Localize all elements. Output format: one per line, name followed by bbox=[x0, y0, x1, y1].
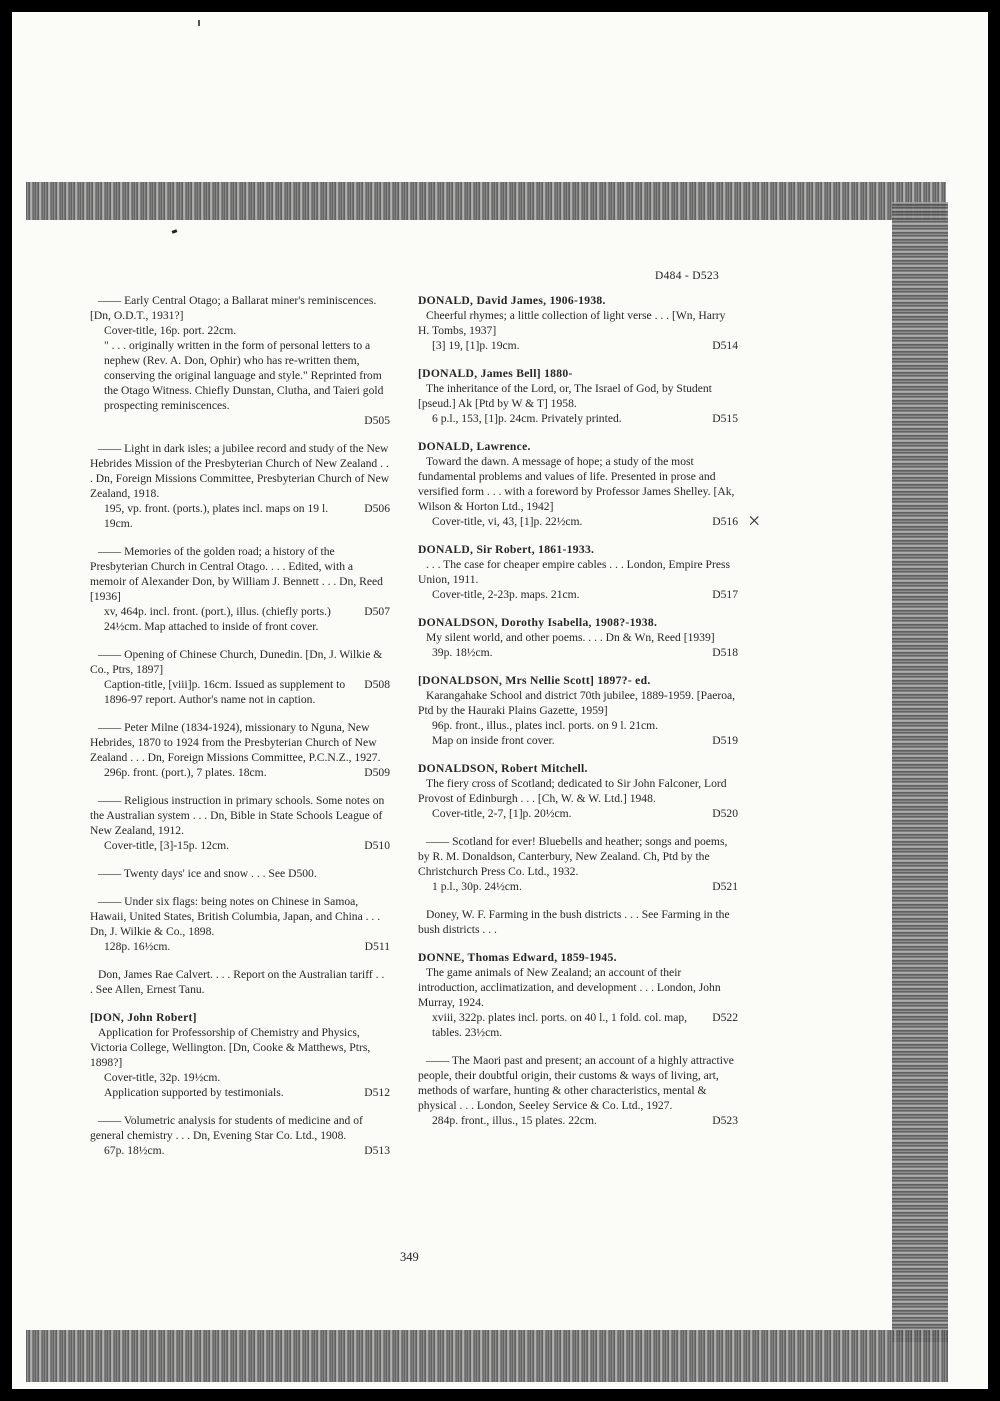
entry-collation: Cover-title, vi, 43, [1]p. 22½cm. bbox=[432, 515, 583, 528]
catalogue-entry bbox=[418, 615, 738, 660]
entry-title: Cheerful rhymes; a little collection of light verse . . . [Wn, Harry H. Tombs, 1937] bbox=[418, 309, 726, 337]
entry-title: —— Religious instruction in primary schools. Some notes on the Australian system . . . Dn, Bible in State Schools League of New Zealand, 1912. bbox=[90, 794, 385, 837]
entry-note: Map on inside front cover. bbox=[432, 734, 555, 747]
catalogue-entry bbox=[418, 834, 738, 894]
entry-heading: [DONALD, James Bell] 1880- bbox=[418, 367, 573, 380]
entry-number: D513 bbox=[364, 1144, 390, 1157]
catalogue-entry bbox=[418, 1053, 738, 1128]
margin-annotation-mark: × bbox=[748, 508, 761, 533]
entry-collation: Cover-title, [3]-15p. 12cm. bbox=[104, 839, 230, 852]
entry-title: —— Twenty days' ice and snow . . . See D500. bbox=[98, 867, 317, 880]
entry-number: D510 bbox=[364, 839, 390, 852]
collation-row bbox=[90, 838, 390, 853]
entry-collation: 195, vp. front. (ports.), plates incl. maps on 19 l. 19cm. bbox=[104, 502, 329, 530]
scan-border-top bbox=[26, 182, 946, 220]
entry-title: The inheritance of the Lord, or, The Israel of God, by Student [pseud.] Ak [Ptd by W & T] 1958. bbox=[418, 382, 712, 410]
entry-title: —— Early Central Otago; a Ballarat miner's reminiscences. [Dn, O.D.T., 1931?] bbox=[90, 294, 377, 322]
collation-row bbox=[90, 604, 390, 634]
entry-collation: 6 p.l., 153, [1]p. 24cm. Privately printed. bbox=[432, 412, 622, 425]
collation-row bbox=[418, 1010, 738, 1040]
catalogue-entry bbox=[418, 950, 738, 1040]
collation-row bbox=[418, 411, 738, 426]
catalogue-entry bbox=[90, 720, 390, 780]
catalogue-entry bbox=[418, 439, 738, 529]
entry-title: —— Light in dark isles; a jubilee record and study of the New Hebrides Mission of the Presbyterian Church of New Zealand . . . Dn, Foreign Missions Committee, Presbyterian Church of New Zealand, 1918. bbox=[90, 442, 390, 500]
catalogue-entry bbox=[90, 441, 390, 531]
entry-collation: 96p. front., illus., plates incl. ports. on 9 l. 21cm. bbox=[432, 719, 659, 732]
catalogue-entry bbox=[418, 542, 738, 602]
entry-number: D522 bbox=[712, 1011, 738, 1024]
entry-title: The fiery cross of Scotland; dedicated to Sir John Falconer, Lord Provost of Edinburgh . . . [Ch, W. & W. Ltd.] 1948. bbox=[418, 777, 727, 805]
note-row bbox=[90, 1085, 390, 1100]
collation-row bbox=[418, 1113, 738, 1128]
entry-number: D519 bbox=[712, 734, 738, 747]
catalogue-entry bbox=[90, 967, 390, 997]
scan-mark bbox=[198, 20, 200, 26]
entry-number: D508 bbox=[364, 678, 390, 691]
entry-collation: Cover-title, 2-7, [1]p. 20½cm. bbox=[432, 807, 572, 820]
entry-title: My silent world, and other poems. . . . Dn & Wn, Reed [1939] bbox=[426, 631, 715, 644]
catalogue-entry bbox=[90, 647, 390, 707]
entry-collation: 128p. 16½cm. bbox=[104, 940, 171, 953]
entry-collation: 1 p.l., 30p. 24½cm. bbox=[432, 880, 522, 893]
entry-title: —— Opening of Chinese Church, Dunedin. [Dn, J. Wilkie & Co., Ptrs, 1897] bbox=[90, 648, 383, 676]
catalogue-entry bbox=[418, 293, 738, 353]
collation-row bbox=[90, 501, 390, 531]
catalogue-entry bbox=[418, 907, 738, 937]
entry-note: " . . . originally written in the form of personal letters to a nephew (Rev. A. Don, Ophir) who has re-written them, conserving the original language and style." Reprinted from the Otago Witness. Chiefly Dunstan, Clutha, and Taieri gold prospecting reminiscences. bbox=[104, 339, 384, 412]
entry-number: D518 bbox=[712, 646, 738, 659]
entry-number: D511 bbox=[364, 940, 390, 953]
catalogue-entry bbox=[90, 293, 390, 428]
entry-number: D505 bbox=[364, 414, 390, 427]
entry-number: D507 bbox=[364, 605, 390, 618]
scan-speck bbox=[172, 229, 178, 234]
entry-heading: DONALD, Lawrence. bbox=[418, 440, 531, 453]
entry-heading: DONALD, Sir Robert, 1861-1933. bbox=[418, 543, 595, 556]
collation-row bbox=[90, 1143, 390, 1158]
entry-number: D514 bbox=[712, 339, 738, 352]
entry-collation: xviii, 322p. plates incl. ports. on 40 l., 1 fold. col. map, tables. 23½cm. bbox=[432, 1011, 688, 1039]
entry-number: D512 bbox=[364, 1086, 390, 1099]
note-row bbox=[418, 733, 738, 748]
entry-number: D523 bbox=[712, 1114, 738, 1127]
scan-border-bottom bbox=[26, 1330, 948, 1382]
entry-title: —— Volumetric analysis for students of medicine and of general chemistry . . . Dn, Evening Star Co. Ltd., 1908. bbox=[90, 1114, 363, 1142]
entry-heading: DONALD, David James, 1906-1938. bbox=[418, 294, 606, 307]
entry-heading: DONALDSON, Dorothy Isabella, 1908?-1938. bbox=[418, 616, 658, 629]
entry-title: —— Under six flags: being notes on Chinese in Samoa, Hawaii, United States, British Columbia, Japan, and China . . . Dn, J. Wilkie & Co., 1898. bbox=[90, 895, 381, 938]
collation-row bbox=[418, 514, 738, 529]
entry-number: D516 bbox=[712, 515, 738, 528]
scan-border-right bbox=[892, 202, 948, 1342]
entry-collation: Cover-title, 2-23p. maps. 21cm. bbox=[432, 588, 580, 601]
collation-row bbox=[90, 939, 390, 954]
entry-title: —— The Maori past and present; an account of a highly attractive people, their doubtful origin, their customs & ways of living, art, methods of warfare, hunting & other characteristics, mental & physical . . . London, Seeley Service & Co. Ltd., 1927. bbox=[418, 1054, 734, 1112]
collation-row bbox=[90, 677, 390, 707]
entry-title: Toward the dawn. A message of hope; a study of the most fundamental problems and values of life. Presented in prose and versified form . . . with a foreword by Professor James Shelley. [Ak, Wilson & Horton Ltd., 1942] bbox=[418, 455, 735, 513]
entry-number: D521 bbox=[712, 880, 738, 893]
entry-number: D506 bbox=[364, 502, 390, 515]
entry-title: The game animals of New Zealand; an account of their introduction, acclimatization, and development . . . London, John Murray, 1924. bbox=[418, 966, 721, 1009]
entry-collation: Caption-title, [viii]p. 16cm. Issued as supplement to 1896-97 report. Author's name not in caption. bbox=[104, 678, 346, 706]
collation-row bbox=[418, 806, 738, 821]
collation-row bbox=[90, 765, 390, 780]
catalogue-entry bbox=[90, 894, 390, 954]
catalogue-entry bbox=[90, 544, 390, 634]
entry-heading: DONALDSON, Robert Mitchell. bbox=[418, 762, 588, 775]
entry-title: . . . The case for cheaper empire cables . . . London, Empire Press Union, 1911. bbox=[418, 558, 731, 586]
entry-heading: DONNE, Thomas Edward, 1859-1945. bbox=[418, 951, 617, 964]
entry-title: Doney, W. F. Farming in the bush districts . . . See Farming in the bush districts . . . bbox=[418, 908, 730, 936]
entry-collation: 296p. front. (port.), 7 plates. 18cm. bbox=[104, 766, 267, 779]
entry-collation: Cover-title, 16p. port. 22cm. bbox=[104, 324, 237, 337]
catalogue-entry bbox=[90, 1113, 390, 1158]
right-column bbox=[418, 293, 738, 1141]
entry-collation: 67p. 18½cm. bbox=[104, 1144, 165, 1157]
entry-note: Application supported by testimonials. bbox=[104, 1086, 284, 1099]
entry-title: Application for Professorship of Chemistry and Physics, Victoria College, Wellington. [Dn, Cooke & Matthews, Ptrs, 1898?] bbox=[90, 1026, 371, 1069]
entry-number: D509 bbox=[364, 766, 390, 779]
catalogue-entry bbox=[90, 793, 390, 853]
entry-heading: [DON, John Robert] bbox=[90, 1011, 197, 1024]
entry-collation: xv, 464p. incl. front. (port.), illus. (chiefly ports.) 24½cm. Map attached to inside of front cover. bbox=[104, 605, 331, 633]
entry-collation: Cover-title, 32p. 19½cm. bbox=[104, 1071, 221, 1084]
entry-number: D520 bbox=[712, 807, 738, 820]
entry-title: —— Scotland for ever! Bluebells and heather; songs and poems, by R. M. Donaldson, Canterbury, New Zealand. Ch, Ptd by the Christchurch Press Co. Ltd., 1932. bbox=[418, 835, 728, 878]
catalogue-entry bbox=[90, 1010, 390, 1100]
entry-title: —— Peter Milne (1834-1924), missionary to Nguna, New Hebrides, 1870 to 1924 from the Presbyterian Church of New Zealand . . . Dn, Foreign Missions Committee, P.C.N.Z., 1927. bbox=[90, 721, 381, 764]
entry-collation: 284p. front., illus., 15 plates. 22cm. bbox=[432, 1114, 597, 1127]
entry-number: D517 bbox=[712, 588, 738, 601]
entry-title: —— Memories of the golden road; a history of the Presbyterian Church in Central Otago. . . . Edited, with a memoir of Alexander Don, by William J. Bennett . . . Dn, Reed [1936] bbox=[90, 545, 383, 603]
catalogue-entry bbox=[418, 673, 738, 748]
catalogue-entry bbox=[90, 866, 390, 881]
catalogue-entry bbox=[418, 761, 738, 821]
collation-row bbox=[418, 587, 738, 602]
entry-number: D515 bbox=[712, 412, 738, 425]
catalogue-entry bbox=[418, 366, 738, 426]
entry-title: Karangahake School and district 70th jubilee, 1889-1959. [Paeroa, Ptd by the Hauraki Plains Gazette, 1959] bbox=[418, 689, 736, 717]
collation-row bbox=[418, 338, 738, 353]
collation-row bbox=[418, 879, 738, 894]
collation-row bbox=[418, 645, 738, 660]
entry-heading: [DONALDSON, Mrs Nellie Scott] 1897?- ed. bbox=[418, 674, 651, 687]
entry-collation: [3] 19, [1]p. 19cm. bbox=[432, 339, 520, 352]
page-number: 349 bbox=[400, 1250, 419, 1264]
entry-title: Don, James Rae Calvert. . . . Report on the Australian tariff . . . See Allen, Ernest Tanu. bbox=[90, 968, 385, 996]
running-head: D484 - D523 bbox=[655, 270, 719, 282]
entry-collation: 39p. 18½cm. bbox=[432, 646, 493, 659]
left-column bbox=[90, 293, 390, 1171]
